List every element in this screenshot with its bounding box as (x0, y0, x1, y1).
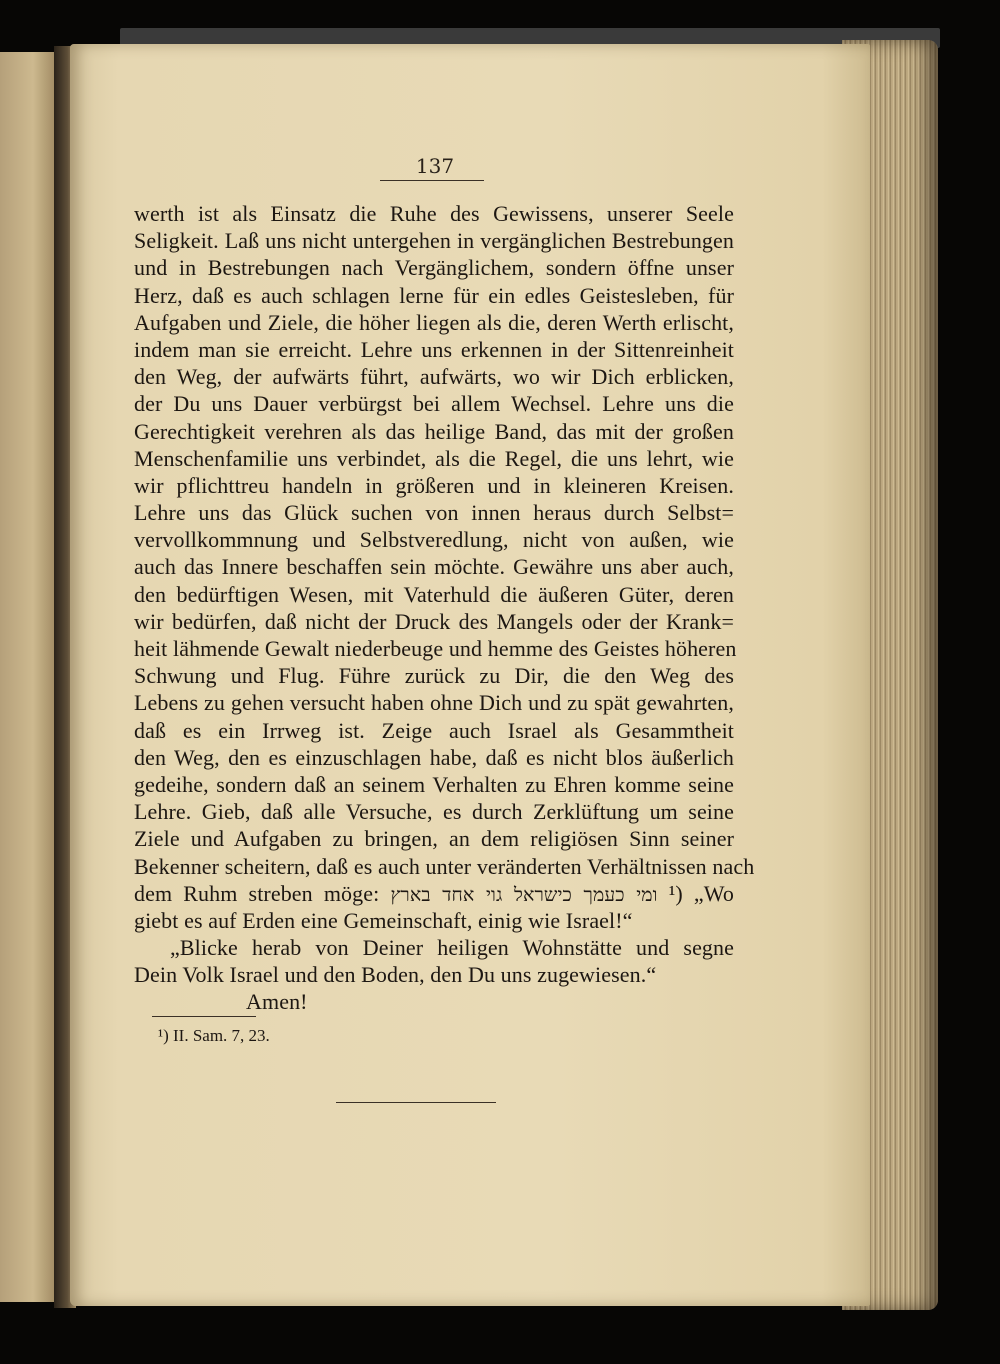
text-line: wir bedürfen, daß nicht der Druck des Mangels oder der Krank= (134, 608, 734, 634)
text-line: Herz, daß es auch schlagen lerne für ein edles Geistesleben, für (134, 282, 734, 308)
text-line: Lebens zu gehen versucht haben ohne Dich und zu spät gewahrten, (134, 690, 734, 716)
closing-line-1: „Blicke herab von Deiner heiligen Wohnstätte und segne (170, 935, 734, 961)
text-line: Bekenner scheitern, daß es auch unter veränderten Verhältnissen nach (134, 853, 755, 879)
left-page-edge (0, 52, 60, 1302)
text-line: Lehre uns das Glück suchen von innen heraus durch Selbst= (134, 500, 734, 526)
ruhm-before: dem Ruhm streben möge: (134, 880, 380, 906)
text-line: auch das Innere beschaffen sein möchte. Gewähre uns aber auch, (134, 554, 734, 580)
text-line: werth ist als Einsatz die Ruhe des Gewissens, unserer Seele (134, 201, 734, 226)
text-line: Ziele und Aufgaben zu bringen, an dem religiösen Sinn seiner (134, 826, 734, 852)
text-line: den bedürftigen Wesen, mit Vaterhuld die äußeren Güter, deren (134, 581, 734, 607)
text-line: Gerechtigkeit verehren als das heilige Band, das mit der großen (134, 418, 734, 444)
text-line: den Weg, der aufwärts führt, aufwärts, wo wir Dich erblicken, (134, 364, 734, 390)
text-line: den Weg, den es einzuschlagen habe, daß es nicht blos äußerlich (134, 744, 734, 770)
text-line-ruhm (134, 880, 734, 907)
end-rule (336, 1102, 496, 1103)
text-line: Aufgaben und Ziele, die höher liegen als die, deren Werth erlischt, (134, 309, 734, 335)
page-number: 137 (415, 154, 455, 178)
amen-line: Amen! (246, 989, 308, 1015)
footnote: ¹) II. Sam. 7, 23. (158, 1026, 270, 1045)
text-line: Seligkeit. Laß uns nicht untergehen in vergänglichen Bestrebungen (134, 228, 734, 254)
paragraph-lines (134, 200, 755, 880)
footnote-rule (152, 1016, 256, 1017)
text-line: der Du uns Dauer verbürgst bei allem Wechsel. Lehre uns die (134, 391, 734, 417)
text-line: heit lähmende Gewalt niederbeuge und hemme des Geistes höheren (134, 636, 737, 661)
ruhm-after: ¹) „Wo (668, 880, 734, 906)
text-line: wir pflichttreu handeln in größeren und in kleineren Kreisen. (134, 472, 734, 498)
body-text (134, 200, 755, 1016)
hebrew-quote: ומי כעמך כישראל גוי אחד בארץ (390, 883, 658, 906)
text-line-israel: giebt es auf Erden eine Gemeinschaft, einig wie Israel!“ (134, 907, 633, 933)
text-line: indem man sie erreicht. Lehre uns erkennen in der Sittenreinheit (134, 336, 734, 362)
text-line: und in Bestrebungen nach Vergänglichem, sondern öffne unser (134, 255, 734, 281)
text-line: Lehre. Gieb, daß alle Versuche, es durch Zerklüftung um seine (134, 799, 734, 825)
text-line: Schwung und Flug. Führe zurück zu Dir, die den Weg des (134, 663, 734, 689)
closing-line-2: Dein Volk Israel und den Boden, den Du uns zugewiesen.“ (134, 962, 657, 988)
text-line: daß es ein Irrweg ist. Zeige auch Israel als Gesammtheit (134, 717, 734, 743)
text-line: Menschenfamilie uns verbindet, als die Regel, die uns lehrt, wie (134, 445, 734, 471)
header-rule (380, 180, 484, 181)
text-line: gedeihe, sondern daß an seinem Verhalten zu Ehren komme seine (134, 771, 734, 797)
text-line: vervollkommnung und Selbstveredlung, nicht von außen, wie (134, 527, 734, 553)
